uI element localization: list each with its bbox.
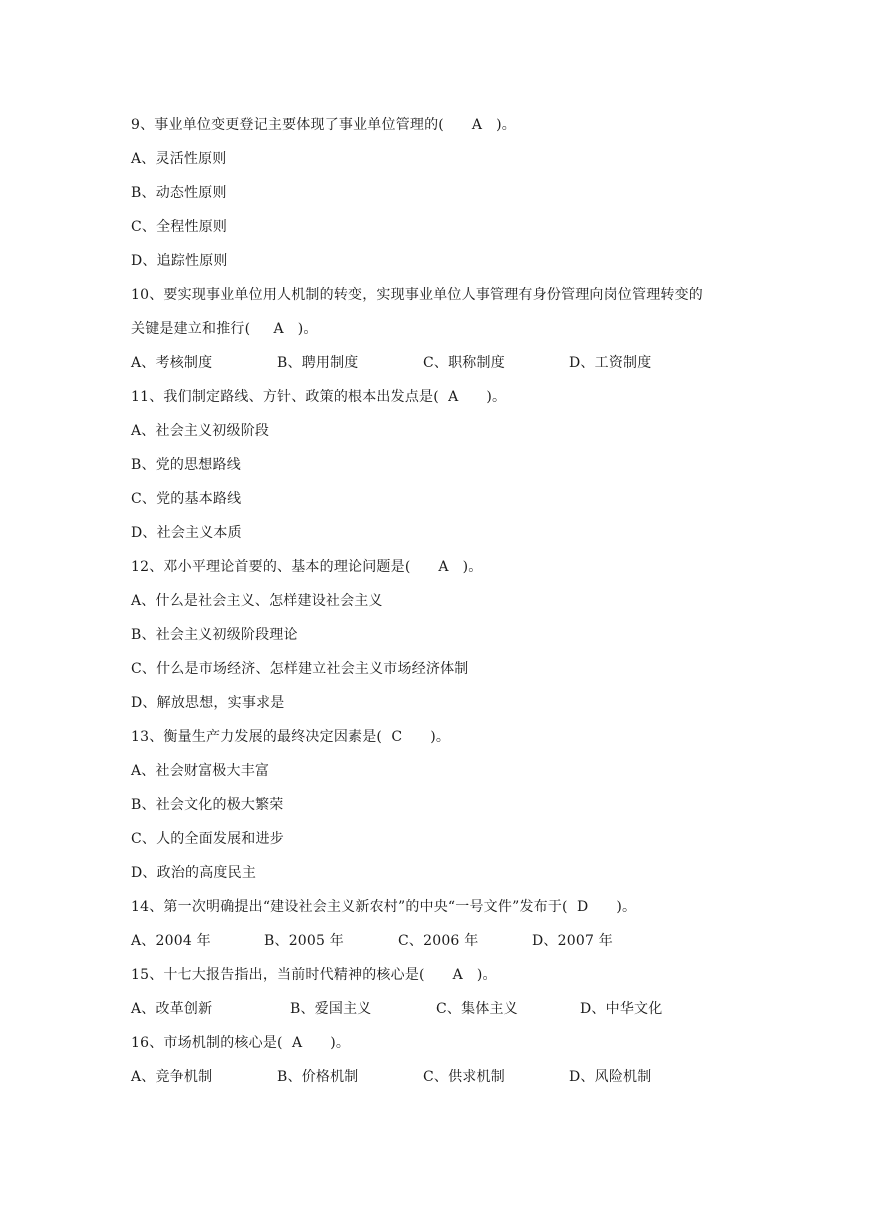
q15-option-c: C、集体主义 — [436, 1001, 518, 1017]
q13-option-b: B、社会文化的极大繁荣 — [131, 797, 284, 813]
q12-option-a: A、什么是社会主义、怎样建设社会主义 — [131, 593, 383, 609]
question-list — [131, 108, 751, 1094]
question-10-line-2: 关键是建立和推行( A )。 — [131, 321, 318, 337]
q15-options — [131, 992, 751, 1026]
q15-option-b: B、爱国主义 — [290, 1001, 372, 1017]
q13-option-c: C、人的全面发展和进步 — [131, 831, 284, 847]
q12-option-d: D、解放思想，实事求是 — [131, 695, 285, 711]
q11-option-b: B、党的思想路线 — [131, 457, 241, 473]
q10-option-d: D、工资制度 — [569, 355, 652, 371]
question-16: 16、市场机制的核心是( A )。 — [131, 1035, 351, 1051]
q16-option-d: D、风险机制 — [569, 1069, 652, 1085]
q13-option-d: D、政治的高度民主 — [131, 865, 257, 881]
q13-option-a: A、社会财富极大丰富 — [131, 763, 270, 779]
q12-option-b: B、社会主义初级阶段理论 — [131, 627, 298, 643]
question-14: 14、第一次明确提出“建设社会主义新农村”的中央“一号文件”发布于( D )。 — [131, 899, 637, 915]
q9-option-d: D、追踪性原则 — [131, 253, 228, 269]
question-9: 9、事业单位变更登记主要体现了事业单位管理的( A )。 — [131, 117, 516, 133]
q12-option-c: C、什么是市场经济、怎样建立社会主义市场经济体制 — [131, 661, 469, 677]
q14-option-b: B、2005 年 — [264, 933, 344, 949]
q10-option-b: B、聘用制度 — [277, 355, 359, 371]
q14-options — [131, 924, 751, 958]
q16-option-b: B、价格机制 — [277, 1069, 359, 1085]
question-15: 15、十七大报告指出，当前时代精神的核心是( A )。 — [131, 967, 497, 983]
q14-option-d: D、2007 年 — [532, 933, 613, 949]
question-11: 11、我们制定路线、方针、政策的根本出发点是( A )。 — [131, 389, 507, 405]
q16-option-c: C、供求机制 — [423, 1069, 505, 1085]
q9-option-a: A、灵活性原则 — [131, 151, 227, 167]
question-13: 13、衡量生产力发展的最终决定因素是( C )。 — [131, 729, 451, 745]
q15-option-a: A、改革创新 — [131, 1001, 213, 1017]
q11-option-d: D、社会主义本质 — [131, 525, 242, 541]
q14-option-a: A、2004 年 — [131, 933, 211, 949]
q10-option-a: A、考核制度 — [131, 355, 213, 371]
q11-option-c: C、党的基本路线 — [131, 491, 242, 507]
q16-option-a: A、竞争机制 — [131, 1069, 213, 1085]
question-12: 12、邓小平理论首要的、基本的理论问题是( A )。 — [131, 559, 483, 575]
q9-option-c: C、全程性原则 — [131, 219, 228, 235]
q10-option-c: C、职称制度 — [423, 355, 505, 371]
q16-options — [131, 1060, 751, 1094]
q9-option-b: B、动态性原则 — [131, 185, 227, 201]
q14-option-c: C、2006 年 — [398, 933, 479, 949]
q10-options — [131, 346, 751, 380]
q15-option-d: D、中华文化 — [580, 1001, 663, 1017]
question-10-line-1: 10、要实现事业单位用人机制的转变，实现事业单位人事管理有身份管理向岗位管理转变的 — [131, 287, 704, 303]
q11-option-a: A、社会主义初级阶段 — [131, 423, 270, 439]
